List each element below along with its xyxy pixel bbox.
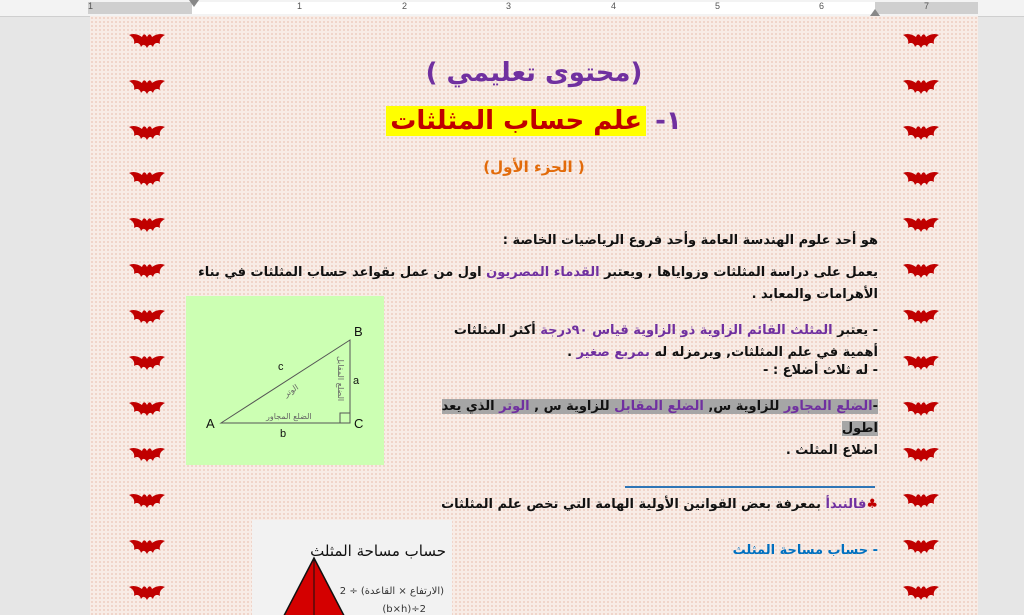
ruler-number: 3	[506, 1, 512, 11]
ruler-number: 1	[88, 1, 94, 11]
triangle-area-image[interactable]	[252, 520, 452, 615]
side-label-b: b	[280, 428, 287, 440]
side-label-a: a	[353, 375, 360, 387]
ruler[interactable]	[0, 0, 1024, 17]
bat-icon	[128, 352, 166, 374]
text-hypotenuse: الوتر	[499, 399, 530, 414]
text-lets-start: فالنبدأ	[825, 497, 867, 512]
subheading-triangle-area: - حساب مساحة المثلث	[732, 543, 878, 558]
area-formula-arabic: (الارتفاع × القاعدة) ÷ 2	[339, 586, 444, 597]
triangle-shape	[221, 340, 350, 423]
bat-icon	[128, 30, 166, 52]
ruler-number: 6	[819, 1, 825, 11]
bat-icon	[902, 260, 940, 282]
bat-icon	[128, 398, 166, 420]
bat-icon	[902, 214, 940, 236]
ruler-number: 4	[611, 1, 617, 11]
ruler-number: 1	[297, 1, 303, 11]
triangle-diagram	[186, 296, 384, 465]
text-egyptians: القدماء المصريون	[486, 265, 600, 280]
text-span: .	[567, 345, 577, 360]
side-name-adjacent: الضلع المجاور	[266, 412, 312, 421]
ruler-left-margin	[88, 2, 192, 14]
heading-text: علم حساب المثلثات	[386, 106, 646, 136]
bat-icon	[902, 582, 940, 604]
document-page[interactable]	[90, 16, 978, 615]
bullet-three-sides: - له ثلاث أضلاع : -	[763, 363, 878, 378]
bat-icon	[128, 490, 166, 512]
side-name-opposite: الضلع المقابل	[336, 356, 345, 402]
red-triangle-graphic	[252, 520, 452, 615]
text-right-triangle: المثلث القائم الزاوية ذو الزاوية قياس ٩٠درجة	[540, 323, 833, 338]
text-span: اضلاع المثلث .	[785, 443, 878, 458]
text-span: اول من عمل بقواعد حساب المثلثات في بناء الأهرامات والمعابد .	[198, 265, 878, 302]
side-name-hypotenuse: الوتر	[282, 382, 301, 399]
bat-icon	[128, 444, 166, 466]
text-adjacent: الضلع المجاور	[783, 399, 873, 414]
first-line-indent-marker[interactable]	[189, 0, 199, 7]
doc-heading	[90, 106, 978, 136]
bat-icon	[902, 306, 940, 328]
part-label: ( الجزء الأول)	[483, 158, 585, 176]
text-span: أكثر المثلثات أهمية في علم المثلثات, ويرمزله له	[453, 323, 878, 360]
area-image-title: حساب مساحة المثلث	[310, 542, 446, 560]
text-span: يعمل على دراسة المثلثات وزواياها , ويعتبر	[599, 265, 878, 280]
divider-line	[625, 486, 875, 488]
right-angle-square	[340, 413, 350, 423]
ruler-track	[88, 2, 978, 14]
doc-title: (محتوى تعليمي )	[425, 58, 643, 88]
bat-icon	[128, 582, 166, 604]
bat-icon	[902, 352, 940, 374]
vertex-label-c: C	[354, 416, 364, 431]
bat-icon	[128, 306, 166, 328]
highlighted-line	[442, 399, 878, 436]
heading-number: ١-	[655, 106, 682, 136]
text-span: بمعرفة بعض القوانين الأولية الهامة التي تخص علم المثلثات	[441, 497, 826, 512]
vertex-label-b: B	[354, 324, 363, 339]
paragraph-intro: هو أحد علوم الهندسة العامة وأحد فروع الرياضيات الخاصة :	[502, 233, 878, 248]
bat-icon	[902, 490, 940, 512]
ruler-number: 2	[402, 1, 408, 11]
ruler-number: 7	[924, 1, 930, 11]
bat-icon	[128, 260, 166, 282]
triangle-figure[interactable]	[186, 296, 384, 465]
text-span: الذي يعد اطول	[441, 399, 878, 436]
text-span: - يعتبر	[832, 323, 878, 338]
bat-icon	[902, 444, 940, 466]
ruler-number: 5	[715, 1, 721, 11]
bullet-right-triangle	[416, 320, 878, 364]
right-indent-marker[interactable]	[870, 9, 880, 16]
text-span: للزاوية س,	[708, 399, 784, 414]
side-label-c: c	[278, 361, 284, 373]
bat-icon	[128, 214, 166, 236]
text-small-square: بمربع صغير	[576, 345, 650, 360]
paragraph-laws-intro	[378, 494, 878, 516]
bat-icon	[128, 536, 166, 558]
bat-icon	[902, 30, 940, 52]
text-opposite: الضلع المقابل	[614, 399, 709, 414]
text-span: للزاوية س ,	[529, 399, 615, 414]
area-formula-latin: (b×h)÷2	[382, 604, 426, 615]
bat-icon	[902, 398, 940, 420]
bullet-sides-definition	[416, 396, 878, 462]
bat-icon	[902, 536, 940, 558]
text-span: -	[872, 399, 878, 414]
club-icon: ♣	[866, 497, 878, 512]
vertex-label-a: A	[206, 416, 215, 431]
